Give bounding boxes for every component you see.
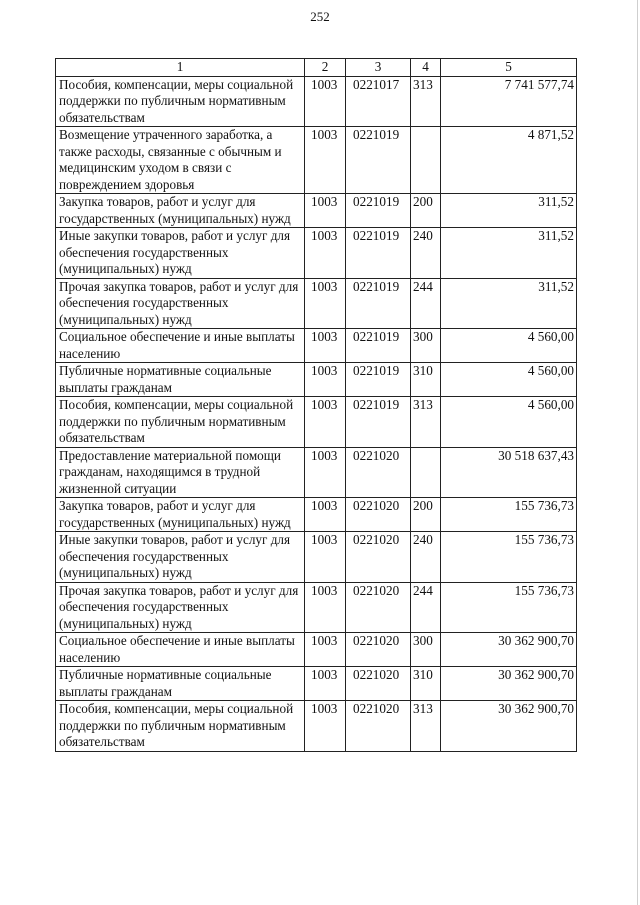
row-expense-type: 313	[411, 397, 441, 448]
row-amount: 311,52	[441, 228, 577, 279]
row-name: Пособия, компенсации, меры социальной поддержки по публичным нормативным обязательствам	[56, 701, 305, 752]
row-target-article: 0221020	[346, 498, 411, 532]
row-target-article: 0221017	[346, 76, 411, 127]
row-section-code: 1003	[305, 228, 346, 279]
table-row	[56, 498, 577, 532]
row-expense-type: 313	[411, 701, 441, 752]
row-amount: 30 362 900,70	[441, 633, 577, 667]
row-section-code: 1003	[305, 127, 346, 194]
column-header: 3	[346, 59, 411, 77]
column-header: 5	[441, 59, 577, 77]
row-target-article: 0221020	[346, 633, 411, 667]
row-expense-type: 300	[411, 329, 441, 363]
row-name: Закупка товаров, работ и услуг для государственных (муниципальных) нужд	[56, 194, 305, 228]
row-amount: 155 736,73	[441, 582, 577, 633]
row-section-code: 1003	[305, 278, 346, 329]
table-row	[56, 127, 577, 194]
row-name: Публичные нормативные социальные выплаты гражданам	[56, 667, 305, 701]
column-header: 4	[411, 59, 441, 77]
row-amount: 311,52	[441, 194, 577, 228]
row-section-code: 1003	[305, 194, 346, 228]
row-section-code: 1003	[305, 633, 346, 667]
table-row	[56, 363, 577, 397]
scan-edge	[637, 0, 638, 905]
row-target-article: 0221020	[346, 667, 411, 701]
row-section-code: 1003	[305, 397, 346, 448]
row-expense-type: 300	[411, 633, 441, 667]
table-row	[56, 194, 577, 228]
row-amount: 4 871,52	[441, 127, 577, 194]
budget-table	[55, 58, 577, 752]
row-name: Пособия, компенсации, меры социальной поддержки по публичным нормативным обязательствам	[56, 76, 305, 127]
row-target-article: 0221019	[346, 278, 411, 329]
row-expense-type: 313	[411, 76, 441, 127]
row-expense-type: 310	[411, 363, 441, 397]
row-name: Закупка товаров, работ и услуг для государственных (муниципальных) нужд	[56, 498, 305, 532]
row-section-code: 1003	[305, 363, 346, 397]
table-row	[56, 633, 577, 667]
row-name: Социальное обеспечение и иные выплаты населению	[56, 329, 305, 363]
row-name: Пособия, компенсации, меры социальной поддержки по публичным нормативным обязательствам	[56, 397, 305, 448]
row-target-article: 0221019	[346, 194, 411, 228]
row-name: Предоставление материальной помощи гражданам, находящимся в трудной жизненной ситуации	[56, 447, 305, 498]
column-header: 1	[56, 59, 305, 77]
row-expense-type: 310	[411, 667, 441, 701]
row-name: Возмещение утраченного заработка, а также расходы, связанные с обычным и медицинским уходом в связи с повреждением здоровья	[56, 127, 305, 194]
header-row	[56, 59, 577, 77]
row-target-article: 0221020	[346, 532, 411, 583]
row-expense-type	[411, 447, 441, 498]
row-expense-type	[411, 127, 441, 194]
row-target-article: 0221020	[346, 701, 411, 752]
row-amount: 155 736,73	[441, 498, 577, 532]
row-amount: 30 518 637,43	[441, 447, 577, 498]
row-amount: 311,52	[441, 278, 577, 329]
row-section-code: 1003	[305, 582, 346, 633]
row-expense-type: 240	[411, 532, 441, 583]
row-section-code: 1003	[305, 329, 346, 363]
row-amount: 30 362 900,70	[441, 701, 577, 752]
row-expense-type: 244	[411, 278, 441, 329]
row-target-article: 0221019	[346, 397, 411, 448]
row-section-code: 1003	[305, 447, 346, 498]
column-header: 2	[305, 59, 346, 77]
row-name: Прочая закупка товаров, работ и услуг для обеспечения государственных (муниципальных) нужд	[56, 582, 305, 633]
table-row	[56, 397, 577, 448]
table-row	[56, 278, 577, 329]
table-row	[56, 447, 577, 498]
row-target-article: 0221020	[346, 582, 411, 633]
table-row	[56, 582, 577, 633]
row-expense-type: 244	[411, 582, 441, 633]
row-amount: 155 736,73	[441, 532, 577, 583]
row-amount: 30 362 900,70	[441, 667, 577, 701]
row-amount: 4 560,00	[441, 397, 577, 448]
row-expense-type: 240	[411, 228, 441, 279]
table-row	[56, 228, 577, 279]
row-target-article: 0221019	[346, 363, 411, 397]
row-name: Публичные нормативные социальные выплаты гражданам	[56, 363, 305, 397]
row-name: Прочая закупка товаров, работ и услуг для обеспечения государственных (муниципальных) нужд	[56, 278, 305, 329]
page-number: 252	[310, 9, 330, 24]
row-amount: 4 560,00	[441, 363, 577, 397]
row-amount: 7 741 577,74	[441, 76, 577, 127]
row-section-code: 1003	[305, 667, 346, 701]
row-name: Иные закупки товаров, работ и услуг для обеспечения государственных (муниципальных) нужд	[56, 532, 305, 583]
table-row	[56, 76, 577, 127]
row-section-code: 1003	[305, 498, 346, 532]
row-section-code: 1003	[305, 701, 346, 752]
row-expense-type: 200	[411, 194, 441, 228]
row-name: Социальное обеспечение и иные выплаты населению	[56, 633, 305, 667]
row-target-article: 0221019	[346, 228, 411, 279]
row-section-code: 1003	[305, 532, 346, 583]
row-target-article: 0221019	[346, 329, 411, 363]
row-amount: 4 560,00	[441, 329, 577, 363]
row-expense-type: 200	[411, 498, 441, 532]
row-section-code: 1003	[305, 76, 346, 127]
table-row	[56, 701, 577, 752]
row-target-article: 0221019	[346, 127, 411, 194]
table-row	[56, 667, 577, 701]
row-target-article: 0221020	[346, 447, 411, 498]
table-row	[56, 329, 577, 363]
table-row	[56, 532, 577, 583]
row-name: Иные закупки товаров, работ и услуг для обеспечения государственных (муниципальных) нужд	[56, 228, 305, 279]
